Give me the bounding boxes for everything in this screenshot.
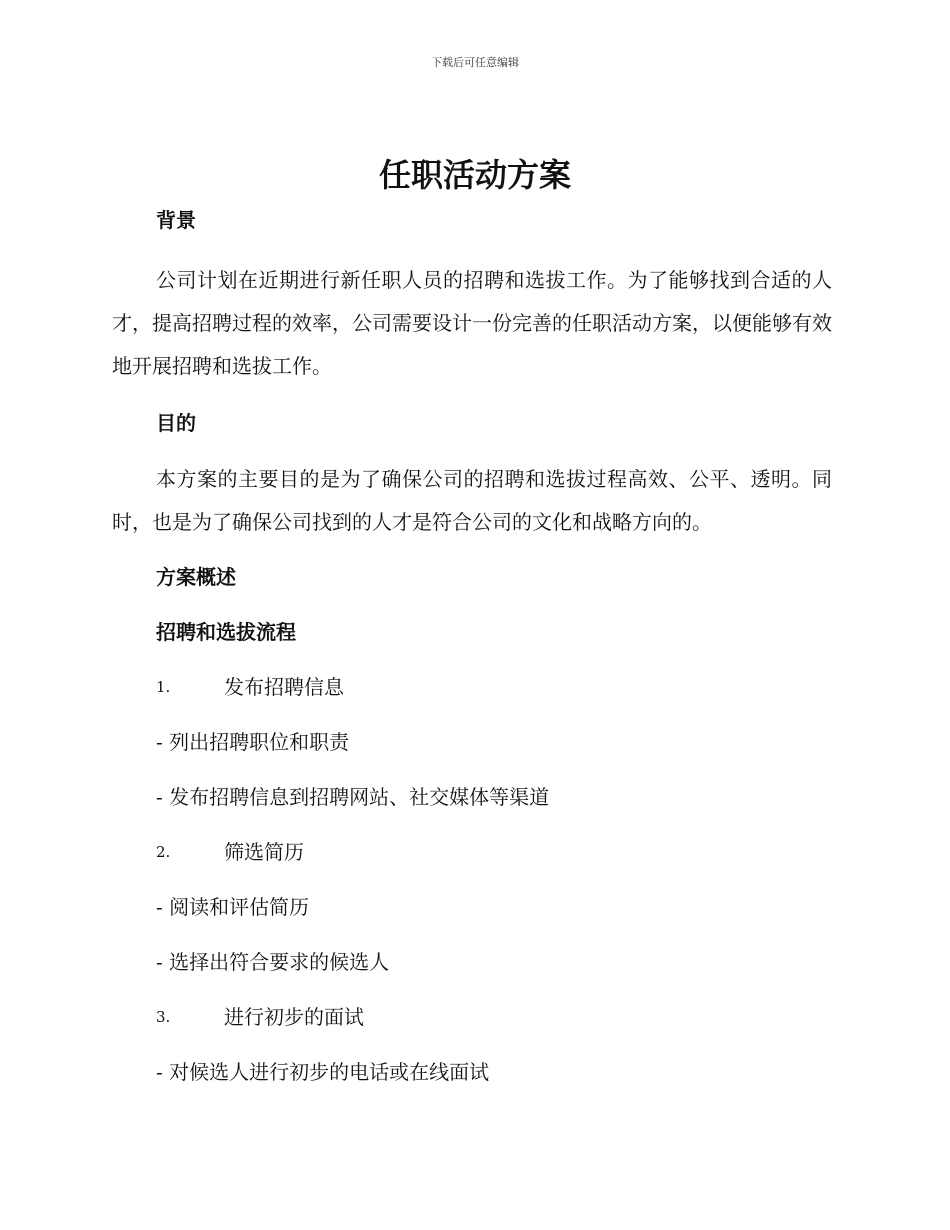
step-number: 2. bbox=[156, 843, 171, 861]
step-2 bbox=[156, 837, 832, 867]
document-title: 任职活动方案 bbox=[378, 156, 571, 194]
step-number: 1. bbox=[156, 678, 171, 696]
background-paragraph: 公司计划在近期进行新任职人员的招聘和选拔工作。为了能够找到合适的人才，提高招聘过程的效率，公司需要设计一份完善的任职活动方案，以便能够有效地开展招聘和选拔工作。 bbox=[112, 268, 832, 378]
step-1 bbox=[156, 672, 832, 702]
process-heading: 招聘和选拔流程 bbox=[156, 620, 296, 644]
purpose-paragraph: 本方案的主要目的是为了确保公司的招聘和选拔过程高效、公平、透明。同时，也是为了确保公司找到的人才是符合公司的文化和战略方向的。 bbox=[112, 467, 832, 534]
step-number: 3. bbox=[156, 1008, 171, 1026]
list-item: - 列出招聘职位和职责 bbox=[156, 730, 350, 754]
overview-heading: 方案概述 bbox=[156, 565, 236, 589]
list-item: - 选择出符合要求的候选人 bbox=[156, 950, 390, 974]
list-item: - 对候选人进行初步的电话或在线面试 bbox=[156, 1060, 490, 1084]
step-title: 进行初步的面试 bbox=[224, 1005, 364, 1029]
background-heading: 背景 bbox=[156, 208, 196, 232]
step-3 bbox=[156, 1002, 832, 1032]
step-title: 筛选简历 bbox=[224, 840, 304, 864]
purpose-heading: 目的 bbox=[156, 411, 196, 435]
header-note: 下载后可任意编辑 bbox=[431, 56, 519, 69]
list-item: - 发布招聘信息到招聘网站、社交媒体等渠道 bbox=[156, 785, 550, 809]
list-item: - 阅读和评估简历 bbox=[156, 895, 310, 919]
document-body bbox=[112, 205, 832, 1087]
step-title: 发布招聘信息 bbox=[224, 675, 344, 699]
